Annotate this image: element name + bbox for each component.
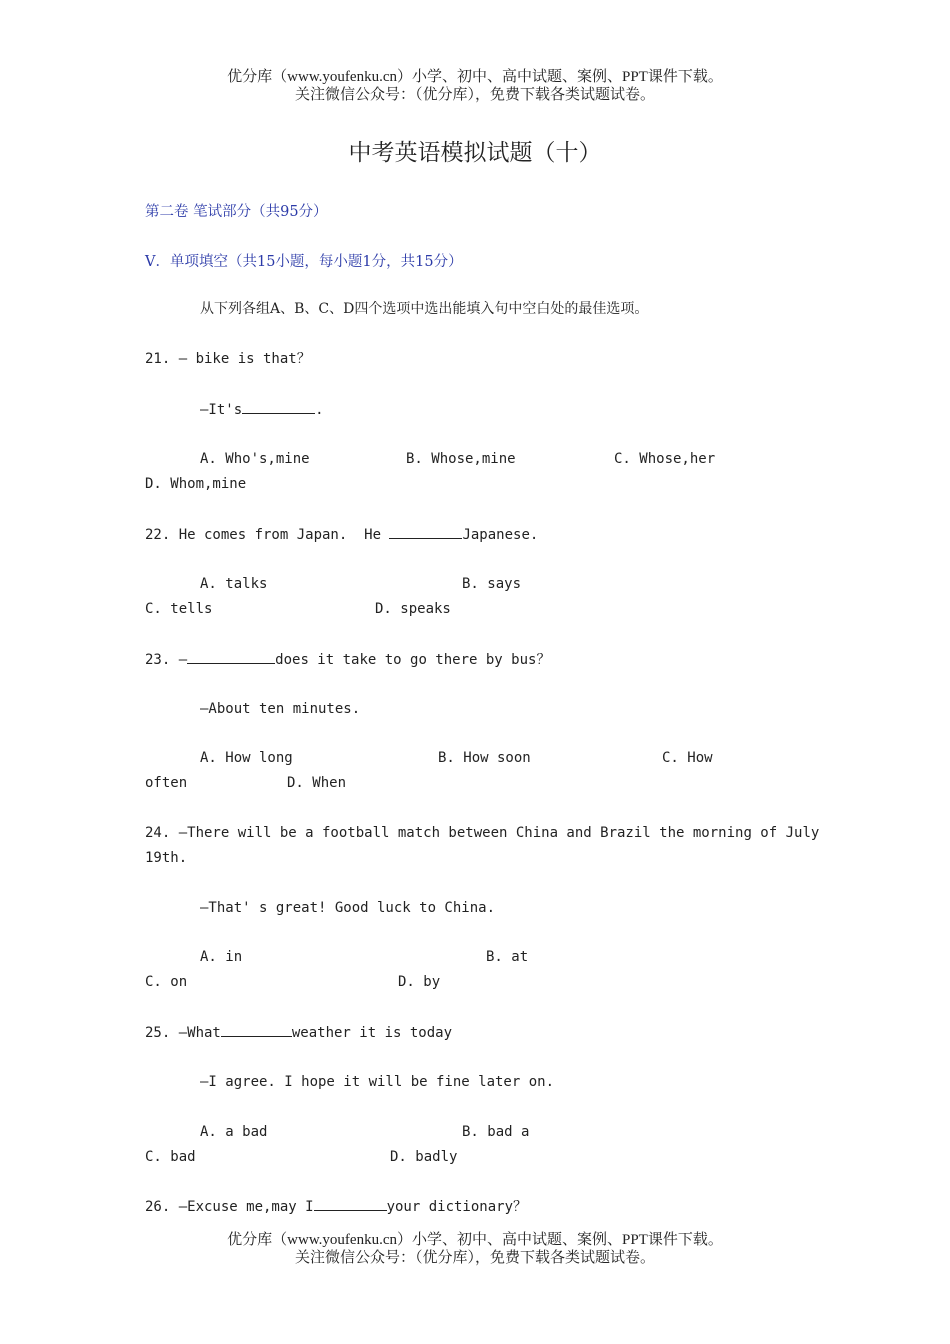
option-25-b: B. bad a: [462, 1124, 530, 1140]
header-line-2: 关注微信公众号：（优分库），免费下载各类试题试卷。: [294, 87, 655, 103]
reply-23: —About ten minutes.: [200, 701, 361, 717]
question-24-cont: 19th.: [145, 850, 188, 866]
question-22: [145, 525, 538, 544]
answer-blank: [389, 525, 462, 539]
option-24-d: D. by: [398, 974, 441, 990]
footer-line-1: 优分库（www.youfenku.cn）小学、初中、高中试题、案例、PPT课件下载。: [227, 1232, 723, 1248]
question-text: Japanese.: [462, 527, 539, 543]
option-21-d: D. Whom,mine: [145, 476, 247, 492]
question-25: [145, 1023, 452, 1042]
reply-21: [200, 400, 324, 419]
question-23: [145, 650, 550, 669]
option-23-c-cont: often: [145, 775, 188, 791]
reply-text: .: [315, 402, 324, 418]
reply-text: —It's: [200, 402, 243, 418]
question-text: 25. —What: [145, 1025, 221, 1041]
question-21: 21. — bike is that？: [145, 351, 311, 367]
option-23-b: B. How soon: [438, 750, 531, 766]
page-title: 中考英语模拟试题（十）: [348, 140, 602, 166]
answer-blank: [221, 1023, 292, 1037]
option-21-a: A. Who's,mine: [200, 451, 310, 467]
option-25-c: C. bad: [145, 1149, 196, 1165]
question-text: weather it is today: [291, 1025, 453, 1041]
option-22-a: A. talks: [200, 576, 268, 592]
option-22-d: D. speaks: [375, 601, 451, 617]
question-text: 22. He comes from Japan. He: [145, 527, 390, 543]
option-23-a: A. How long: [200, 750, 293, 766]
footer-line-2: 关注微信公众号：（优分库），免费下载各类试题试卷。: [294, 1250, 655, 1266]
question-text: your dictionary？: [386, 1199, 528, 1215]
question-text: 26. —Excuse me,may I: [145, 1199, 314, 1215]
answer-blank: [187, 650, 275, 664]
instruction: 从下列各组A、B、C、D四个选项中选出能填入句中空白处的最佳选项。: [200, 301, 649, 317]
option-24-a: A. in: [200, 949, 243, 965]
option-22-b: B. says: [462, 576, 522, 592]
section-title: 第二卷 笔试部分（共95分）: [145, 204, 328, 220]
question-26: [145, 1197, 527, 1216]
header-line-1: 优分库（www.youfenku.cn）小学、初中、高中试题、案例、PPT课件下载。: [227, 69, 723, 85]
reply-25: —I agree. I hope it will be fine later on.: [200, 1074, 555, 1090]
option-24-b: B. at: [486, 949, 529, 965]
option-21-b: B. Whose,mine: [406, 451, 516, 467]
reply-24: —That' s great! Good luck to China.: [200, 900, 496, 916]
option-24-c: C. on: [145, 974, 188, 990]
option-21-c: C. Whose,her: [614, 451, 716, 467]
question-24: 24. —There will be a football match between China and Brazil the morning of July: [145, 825, 820, 841]
option-25-a: A. a bad: [200, 1124, 268, 1140]
part-title: Ⅴ．单项填空（共15小题，每小题1分，共15分）: [145, 254, 463, 270]
answer-blank: [242, 400, 315, 414]
question-text: does it take to go there by bus？: [275, 652, 551, 668]
question-text: 23. —: [145, 652, 188, 668]
option-23-d: D. When: [287, 775, 347, 791]
option-23-c: C. How: [662, 750, 713, 766]
option-25-d: D. badly: [390, 1149, 458, 1165]
answer-blank: [314, 1197, 387, 1211]
option-22-c: C. tells: [145, 601, 213, 617]
